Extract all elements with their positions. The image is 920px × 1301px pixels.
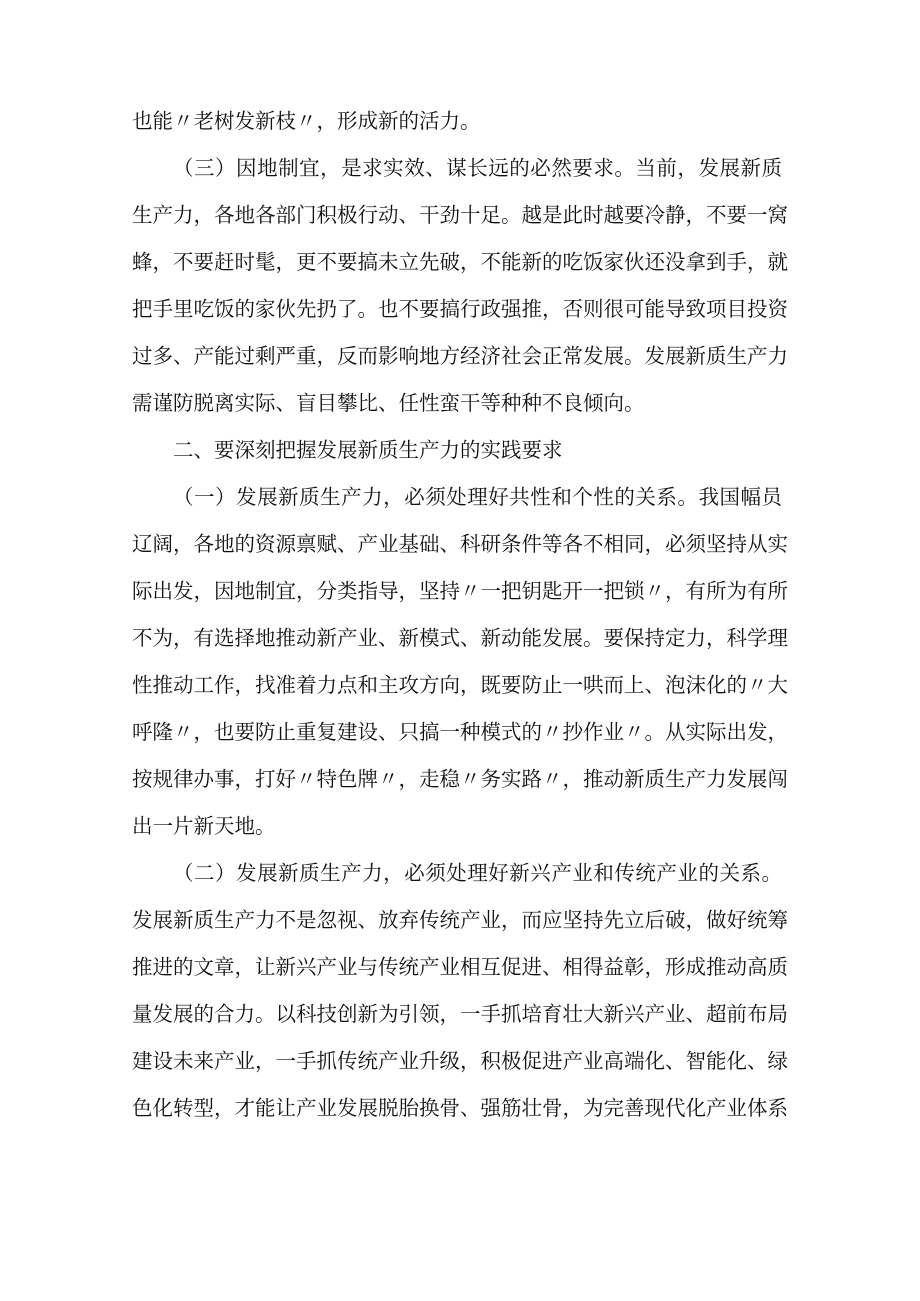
text-line: 过多、产能过剩严重，反而影响地方经济社会正常发展。发展新质生产力 <box>132 344 788 368</box>
text-line: 蜂，不要赶时髦，更不要搞未立先破，不能新的吃饭家伙还没拿到手，就 <box>132 250 788 274</box>
text-line: 发展新质生产力不是忽视、放弃传统产业，而应坚持先立后破，做好统筹 <box>132 908 788 932</box>
text-line: 生产力，各地各部门积极行动、干劲十足。越是此时越要冷静，不要一窝 <box>132 203 788 227</box>
text-line: 辽阔，各地的资源禀赋、产业基础、科研条件等各不相同，必须坚持从实 <box>132 532 788 556</box>
text-line: 色化转型，才能让产业发展脱胎换骨、强筋壮骨，为完善现代化产业体系 <box>132 1096 788 1120</box>
text-line: 推进的文章，让新兴产业与传统产业相互促进、相得益彰，形成推动高质 <box>132 955 788 979</box>
text-line: 按规律办事，打好〃特色牌〃，走稳〃务实路〃，推动新质生产力发展闯 <box>132 767 788 791</box>
text-line: 也能〃老树发新枝〃，形成新的活力。 <box>132 109 481 133</box>
text-line: 出一片新天地。 <box>132 814 276 838</box>
document-body <box>132 98 788 1132</box>
text-line: 际出发，因地制宜，分类指导，坚持〃一把钥匙开一把锁〃，有所为有所 <box>132 579 788 603</box>
text-line: 量发展的合力。以科技创新为引领，一手抓培育壮大新兴产业、超前布局 <box>132 1002 788 1026</box>
text-line: （三）因地制宜，是求实效、谋长远的必然要求。当前，发展新质 <box>173 156 782 180</box>
text-line: 二、要深刻把握发展新质生产力的实践要求 <box>173 438 563 462</box>
text-line: （一）发展新质生产力，必须处理好共性和个性的关系。我国幅员 <box>173 485 782 509</box>
text-line: 建设未来产业，一手抓传统产业升级，积极促进产业高端化、智能化、绿 <box>132 1049 788 1073</box>
text-line: 呼隆〃，也要防止重复建设、只搞一种模式的〃抄作业〃。从实际出发， <box>132 720 788 744</box>
text-line: 性推动工作，找准着力点和主攻方向，既要防止一哄而上、泡沫化的〃大 <box>132 673 788 697</box>
text-line: 需谨防脱离实际、盲目攀比、任性蛮干等种种不良倾向。 <box>132 391 645 415</box>
text-line: 不为，有选择地推动新产业、新模式、新动能发展。要保持定力，科学理 <box>132 626 788 650</box>
text-line: （二）发展新质生产力，必须处理好新兴产业和传统产业的关系。 <box>173 861 782 885</box>
text-line: 把手里吃饭的家伙先扔了。也不要搞行政强推，否则很可能导致项目投资 <box>132 297 788 321</box>
